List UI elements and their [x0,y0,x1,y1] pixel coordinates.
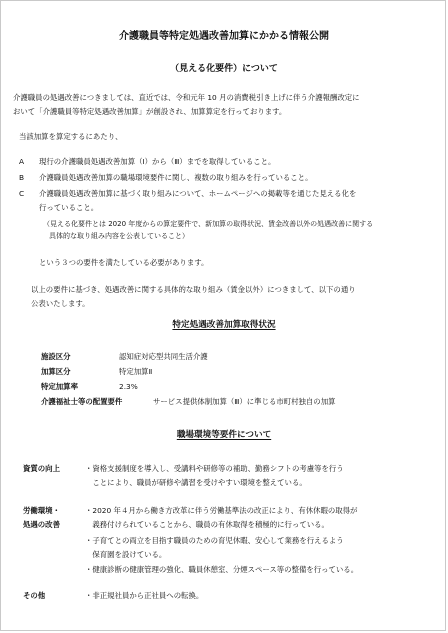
condition-letter-b: B [19,173,25,182]
env-label-quality: 資質の向上 [23,464,60,473]
status-label-rate: 特定加算率 [41,382,78,391]
section-heading-environment: 職場環境等要件について [176,430,272,440]
env-line: ・非正規社員から正社員への転換。 [85,591,204,600]
env-line: ・子育てとの両立を目指す職員のための育児休暇、安心して業務を行えるよう [85,536,344,545]
condition-text-b: 介護職員処遇改善加算の職場環境要件に関し、複数の取り組みを行っていること。 [39,173,313,182]
page-title: 介護職員等特定処遇改善加算にかかる情報公開 [119,31,329,42]
intro-line-2: おいて「介護職員等特定処遇改善加算」が創設され、加算算定を行っております。 [13,107,287,116]
env-line: ・2020 年４月から働き方改革に伴う労働基準法の改正により、有休休暇の取得が [85,506,358,515]
status-value-facility: 認知症対応型共同生活介護 [119,352,208,361]
note-line-2: 具体的な取り組み内容を公表していること） [49,232,189,240]
env-line: 保育園を設けている。 [85,550,167,559]
env-label-labor-2: 処遇の改善 [23,520,60,529]
page-subtitle: （見える化要件）について [170,64,278,74]
condition-text-a: 現行の介護職員処遇改善加算（Ⅰ）から（Ⅲ）までを取得していること。 [39,157,276,166]
commitment-line-2: 公表いたします。 [31,299,90,308]
status-value-class: 特定加算Ⅱ [119,367,153,376]
env-line: ・健康診断の健康管理の強化、職員休憩室、分煙スペース等の整備を行っている。 [85,565,359,574]
status-value-rate: 2.3% [119,382,138,391]
status-label-facility: 施設区分 [41,352,71,361]
condition-text-c-cont: 行っていること。 [39,203,99,212]
note-line-1: （見える化要件とは 2020 年度からの算定要件で、新加算の取得状況、賃金改善以外の処遇改善に関する [43,220,374,228]
env-line: 義務付けられていることから、職員の有休取得を積極的に行っている。 [85,520,329,529]
intro-line-1: 介護職員の処遇改善につきましては、直近では、令和元年 10 月の消費税引き上げに伴う介護報酬改定に [13,93,360,102]
section-heading-status: 特定処遇改善加算取得状況 [172,320,276,330]
condition-text-c: 介護職員処遇改善加算に基づく取り組みについて、ホームページへの掲載等を通じた見える化を [39,189,357,198]
conditions-lead: 当該加算を算定するにあたり、 [19,132,123,141]
env-line: ・資格支援制度を導入し、受講料や研修等の補助、勤務シフトの考慮等を行う [85,464,344,473]
conditions-close: という３つの要件を満たしている必要があります。 [39,258,209,267]
status-label-class: 加算区分 [41,367,71,376]
status-label-staffing: 介護福祉士等の配置要件 [41,397,123,406]
condition-letter-c: C [19,189,25,198]
commitment-line-1: 以上の要件に基づき、処遇改善に関する具体的な取り組み（賃金以外）につきまして、以下の通り [31,285,356,294]
env-label-labor-1: 労働環境・ [23,506,60,515]
env-label-other: その他 [23,591,46,600]
status-value-staffing: サービス提供体制加算（Ⅲ）に準じる市町村独自の加算 [153,397,336,406]
condition-letter-a: A [19,157,25,166]
env-line: ことにより、職員が研修や講習を受けやすい環境を整えている。 [85,478,307,487]
